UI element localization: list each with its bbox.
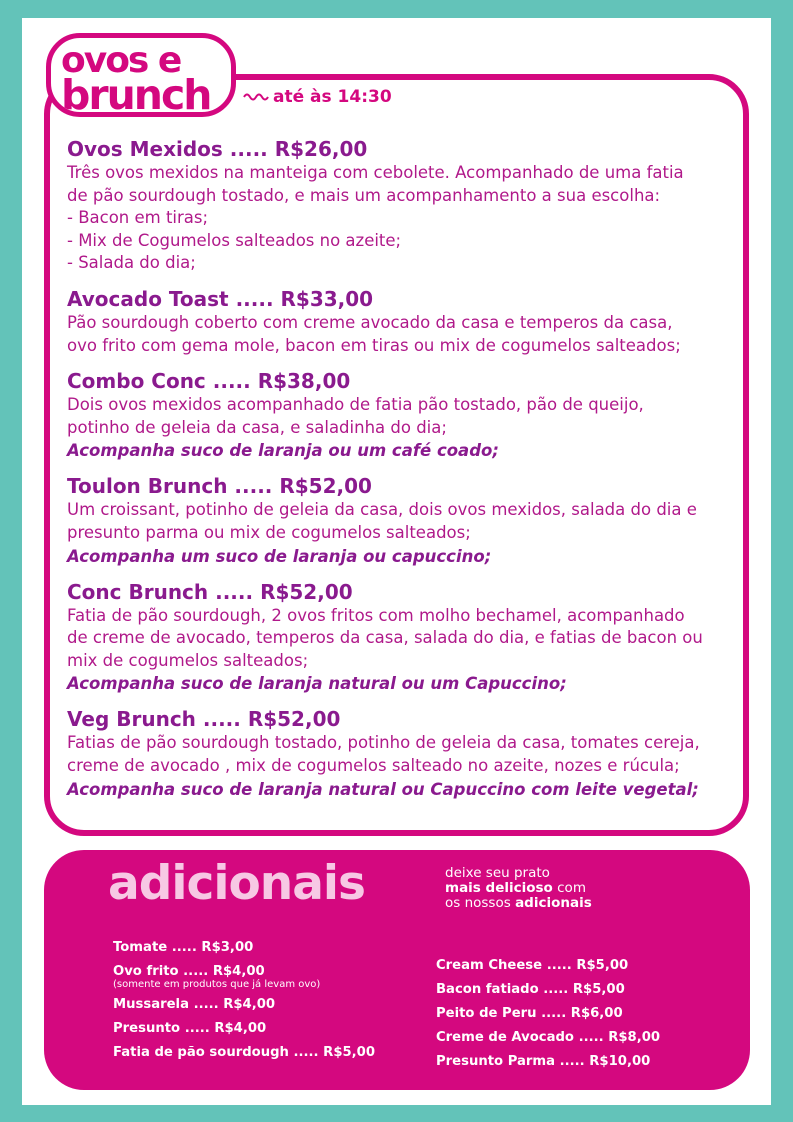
tagline-line-2 <box>445 881 592 896</box>
extras-list-right <box>436 954 660 1074</box>
menu-item <box>67 368 747 462</box>
menu-item-description: Três ovos mexidos na manteiga com cebolete. Acompanhado de uma fatia <box>67 163 684 182</box>
menu-item-description: Um croissant, potinho de geleia da casa, dois ovos mexidos, salada do dia e <box>67 500 697 520</box>
menu-item-note: Acompanha suco de laranja ou um café coado; <box>67 441 499 461</box>
hours-text: até às 14:30 <box>273 87 392 107</box>
logo-line-2: brunch <box>61 71 211 117</box>
menu-item-title: Veg Brunch ..... R$52,00 <box>67 707 341 732</box>
wave-icon <box>243 90 271 104</box>
menu-item-option: - Salada do dia; <box>67 253 196 273</box>
menu-item-description: Fatias de pão sourdough tostado, potinho de geleia da casa, tomates cereja, <box>67 733 700 753</box>
menu-item-description: mix de cogumelos salteados; <box>67 650 309 670</box>
menu-item-description: potinho de geleia da casa, e saladinha do dia; <box>67 417 447 437</box>
tagline-line-1: deixe seu prato <box>445 865 550 881</box>
menu-item-description: presunto parma ou mix de cogumelos salteados; <box>67 522 471 542</box>
menu-item-description: Dois ovos mexidos acompanhado de fatia pão tostado, pão de queijo, <box>67 395 644 415</box>
extra-item: Presunto ..... R$4,00 <box>113 1021 267 1036</box>
menu-item-option: - Bacon em tiras; <box>67 208 209 228</box>
extra-item: Presunto Parma ..... R$10,00 <box>436 1054 651 1069</box>
tagline-bold: mais delicioso <box>445 880 553 896</box>
extra-item: Peito de Peru ..... R$6,00 <box>436 1006 623 1021</box>
menu-item-description: de creme de avocado, temperos da casa, salada do dia, e fatias de bacon ou <box>67 628 703 648</box>
tagline-line-3 <box>445 896 592 911</box>
menu-item <box>67 136 747 275</box>
menu-item-note: Acompanha suco de laranja natural ou um Capuccino; <box>67 674 567 694</box>
menu-item-note: Acompanha um suco de laranja ou capuccino; <box>67 546 492 566</box>
brand-logo <box>46 33 236 117</box>
menu-items <box>67 136 747 812</box>
extras-tagline <box>445 866 592 911</box>
menu-item-title: Toulon Brunch ..... R$52,00 <box>67 474 372 499</box>
menu-item-option: - Mix de Cogumelos salteados no azeite; <box>67 230 402 250</box>
tagline-text: com <box>552 880 586 896</box>
menu-item <box>67 579 747 696</box>
menu-item-title: Avocado Toast ..... R$33,00 <box>67 286 374 311</box>
extra-item: Ovo frito ..... R$4,00 <box>113 964 265 979</box>
menu-item-description: de pão sourdough tostado, e mais um acompanhamento a sua escolha: <box>67 185 661 205</box>
tagline-bold: adicionais <box>515 895 592 911</box>
extra-item: Tomate ..... R$3,00 <box>113 940 254 955</box>
menu-item-note: Acompanha suco de laranja natural ou Capuccino com leite vegetal; <box>67 779 699 799</box>
hours-label <box>243 87 392 107</box>
menu-item-description: creme de avocado , mix de cogumelos salteado no azeite, nozes e rúcula; <box>67 755 680 775</box>
extra-item: Fatia de pão sourdough ..... R$5,00 <box>113 1045 376 1060</box>
tagline-text: os nossos <box>445 895 516 911</box>
logo-line-1: ovos e <box>61 40 181 81</box>
extra-item: Bacon fatiado ..... R$5,00 <box>436 982 625 997</box>
extra-item-note: (somente em produtos que já levam ovo) <box>113 979 321 990</box>
menu-item-title: Combo Conc ..... R$38,00 <box>67 369 351 394</box>
extras-list-left <box>113 936 375 1065</box>
extra-item: Cream Cheese ..... R$5,00 <box>436 958 629 973</box>
menu-item <box>67 706 747 800</box>
menu-item-description: ovo frito com gema mole, bacon em tiras ou mix de cogumelos salteados; <box>67 335 681 355</box>
menu-item-description: Pão sourdough coberto com creme avocado da casa e temperos da casa, <box>67 312 673 332</box>
menu-item-title: Ovos Mexidos ..... R$26,00 <box>67 137 368 161</box>
menu-item-title: Conc Brunch ..... R$52,00 <box>67 579 353 604</box>
menu-item <box>67 473 747 567</box>
menu-item <box>67 286 747 357</box>
extra-item: Creme de Avocado ..... R$8,00 <box>436 1030 661 1045</box>
menu-item-description: Fatia de pão sourdough, 2 ovos fritos com molho bechamel, acompanhado <box>67 605 685 625</box>
extra-item: Mussarela ..... R$4,00 <box>113 997 276 1012</box>
extras-title: adicionais <box>108 856 365 911</box>
